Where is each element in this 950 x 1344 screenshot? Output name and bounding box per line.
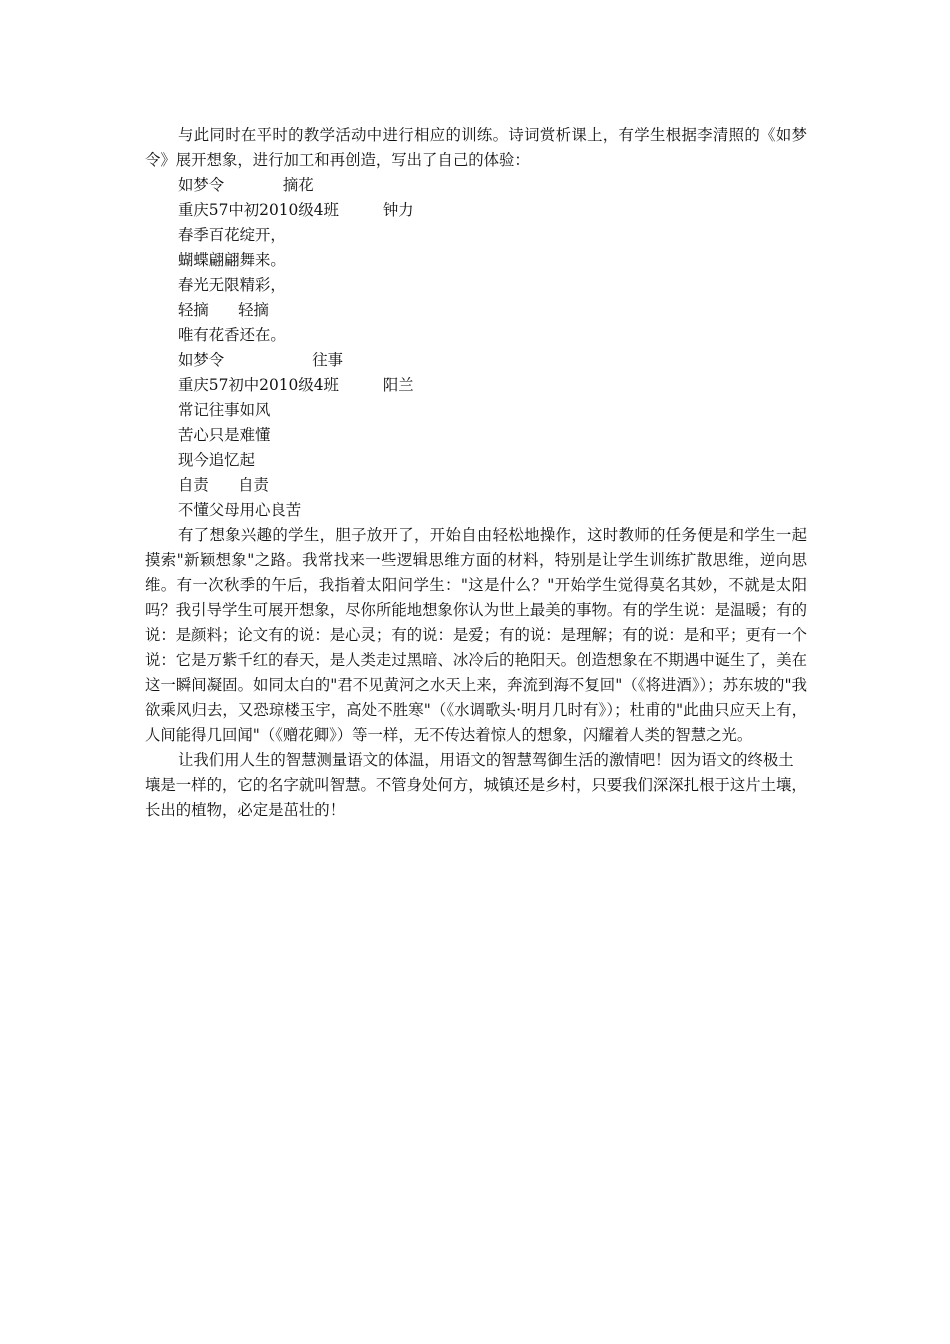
imagination-paragraph: 有了想象兴趣的学生，胆子放开了，开始自由轻松地操作，这时教师的任务便是和学生一起摸索"新颖想象"之路。我常找来一些逻辑思维方面的材料，特别是让学生训练扩散思维，逆向思维。有一次秋季的午后，我指着太阳问学生："这是什么？"开始学生觉得莫名其妙，不就是太阳吗？我引导学生可展开想象，尽你所能地想象你认为世上最美的事物。有的学生说：是温暖；有的说：是颜料；论文有的说：是心灵；有的说：是爱；有的说：是理解；有的说：是和平；更有一个说：它是万紫千红的春天，是人类走过黑暗、冰冷后的艳阳天。创造想象在不期遇中诞生了，美在这一瞬间凝固。如同太白的"君不见黄河之水天上来，奔流到海不复回"（《将进酒》）；苏东坡的"我欲乘风归去，又恐琼楼玉宇，高处不胜寒"（《水调歌头·明月几时有》）；杜甫的"此曲只应天上有，人间能得几回闻"（《赠花卿》）等一样，无不传达着惊人的想象，闪耀着人类的智慧之光。 [145, 526, 807, 744]
poem-line: 自责 自责 [178, 476, 269, 494]
intro-paragraph: 与此同时在平时的教学活动中进行相应的训练。诗词赏析课上，有学生根据李清照的《如梦令》展开想象，进行加工和再创造，写出了自己的体验： [145, 126, 807, 169]
poem-line: 唯有花香还在。 [178, 326, 286, 344]
poem-title: 如梦令 摘花 [178, 176, 314, 194]
closing-paragraph: 让我们用人生的智慧测量语文的体温，用语文的智慧驾御生活的激情吧！因为语文的终极土壤是一样的，它的名字就叫智慧。不管身处何方，城镇还是乡村，只要我们深深扎根于这片土壤，长出的植物，必定是茁壮的！ [145, 751, 807, 819]
poem-author: 重庆57中初2010级4班 钟力 [178, 201, 414, 219]
poem-line: 不懂父母用心良苦 [178, 501, 302, 519]
poem-line: 轻摘 轻摘 [178, 301, 269, 319]
poem-zhaihua [145, 173, 807, 348]
poem-line: 春季百花绽开， [178, 226, 286, 244]
document-body [145, 123, 807, 823]
poem-line: 常记往事如风 [178, 401, 271, 419]
poem-line: 春光无限精彩， [178, 276, 286, 294]
poem-wangshi [145, 348, 807, 523]
poem-line: 蝴蝶翩翩舞来。 [178, 251, 286, 269]
poem-line: 现今追忆起 [178, 451, 255, 469]
poem-line: 苦心只是难懂 [178, 426, 271, 444]
poem-author: 重庆57初中2010级4班 阳兰 [178, 376, 414, 394]
poem-title: 如梦令 往事 [178, 351, 344, 369]
